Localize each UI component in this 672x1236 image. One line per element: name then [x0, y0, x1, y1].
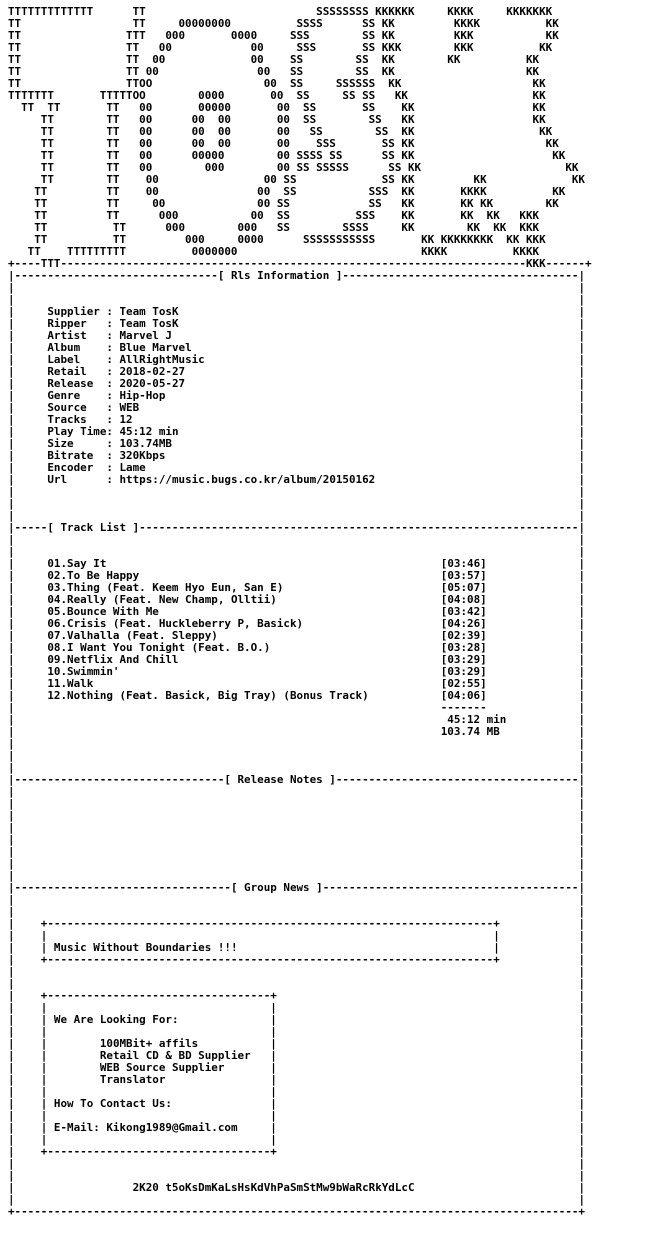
- release-info-label: Tracks: [47, 413, 107, 426]
- logo-art-line: TT TT 000 000 SS SSSS KK KK KK KKK: [8, 221, 540, 234]
- release-info-value: https://music.bugs.co.kr/album/20150162: [119, 473, 376, 486]
- release-info-value: Team TosK: [119, 305, 179, 318]
- release-info-label: Release: [47, 377, 107, 390]
- release-info-label: Source: [47, 401, 107, 414]
- logo-art-line: TT TT 00 00 SS SS KK KK: [8, 65, 540, 78]
- release-info-value: Hip-Hop: [119, 389, 166, 402]
- looking-for-item: Retail CD & BD Supplier: [99, 1049, 251, 1062]
- track-duration: [03:57]: [440, 569, 487, 582]
- logo-art-line: TT TT 00 00 SS SS KK KK KK: [8, 53, 540, 66]
- release-info-value: AllRightMusic: [119, 353, 205, 366]
- track-title: 11.Walk: [47, 677, 94, 690]
- track-duration: [04:08]: [440, 593, 487, 606]
- track-title: 03.Thing (Feat. Keem Hyo Eun, San E): [47, 581, 284, 594]
- release-info-label: Album: [47, 341, 107, 354]
- group-motto: Music Without Boundaries !!!: [53, 941, 238, 954]
- release-info-label: Size: [47, 437, 107, 450]
- release-info-label: Bitrate: [47, 449, 107, 462]
- track-duration: [04:06]: [440, 689, 487, 702]
- logo-art-line: TT TT 00 00 00 00 SSS SS KK KK: [8, 137, 559, 150]
- release-info-label: Ripper: [47, 317, 107, 330]
- track-duration: [05:07]: [440, 581, 487, 594]
- track-title: 08.I Want You Tonight (Feat. B.O.): [47, 641, 271, 654]
- logo-art-line: TT TTT 000 0000 SSS SS KK KKK KK: [8, 29, 559, 42]
- totals-divider: -------: [440, 701, 487, 714]
- track-duration: [03:29]: [440, 653, 487, 666]
- release-info-value: 2018-02-27: [119, 365, 186, 378]
- release-info-label: Encoder: [47, 461, 107, 474]
- track-duration: [02:39]: [440, 629, 487, 642]
- track-duration: [03:46]: [440, 557, 487, 570]
- nfo-document: TTTTTTTTTTTTT TT SSSSSSSS KKKKKK KKKK KKKKKKK TT TT 00000000 SSSS SS KK KKKK KK TT TTT 000 0000 SSS SS KK KKK KK TT TT 00 00 SSS SS KKK KKK KK TT TT 00 00 SS SS KK KK KK TT TT 00 00 SS SS KK KK TT TTOO 00 SS SSSSSS KK KK TTTTTTT TTTTTOO 0000 00 SS SS SS KK KK TT TT TT 00 00000 00 SS SS KK KK TT TT 00 00 00 00 SS SS KK KK TT TT 00 00 00 00 SS SS KK KK TT TT 00 00 00 00 SSS SS KK KK TT TT 00 00000 00 SSSS SS SS KK KK TT TT 00 000 00 SS SSSSS SS KK KK TT TT 00 00 SS SS KK KK KK TT TT 00 00 SS SSS KK KKKK KK TT TT 00 00 SS SS KK KK KK KK TT TT 000 00 SS SSS KK KK KK KKK TT TT 000 000 SS SSSS KK KK KK KKK TT TT 000 0000 SSSSSSSSSSS KK KKKKKKKK KK KKK TT TTTTTTTTT 0000000 KKKK KKKK +----TTT-----------------------------------------------------------------------KKK------+ |-------------------------------[ Rls Information ]------------------------------------| | | | | | Supplier : Team TosK | | Ripper : Team TosK | | Artist : Marvel J | | Album : Blue Marvel | | Label : AllRightMusic | | Retail : 2018-02-27 | | Release : 2020-05-27 | | Genre : Hip-Hop | | Source : WEB | | Tracks : 12 | | Play Time: 45:12 min | | Size : 103.74MB | | Bitrate : 320Kbps | | Encoder : Lame | | Url : https://music.bugs.co.kr/album/20150162 | | | | | | | |-----[ Track List ]-------------------------------------------------------------------| | | | | | 01.Say It [03:46] | | 02.To Be Happy [03:57] | | 03.Thing (Feat. Keem Hyo Eun, San E) [05:07] | | 04.Really (Feat. New Champ, Olltii) [04:08] | | 05.Bounce With Me [03:42] | | 06.Crisis (Feat. Huckleberry P, Basick) [04:26] | | 07.Valhalla (Feat. Sleppy) [02:39] | | 08.I Want You Tonight (Feat. B.O.) [03:28] | | 09.Netflix And Chill [03:29] | | 10.Swimmin' [03:29] | | 11.Walk [02:55] | | 12.Nothing (Feat. Basick, Big Tray) (Bonus Track) [04:06] | | ------- | | 45:12 min | | 103.74 MB | | | | | | | |--------------------------------[ Release Notes ]-------------------------------------| | | | | | | | | | | | | | | | | |---------------------------------[ Group News ]---------------------------------------| | | | | | +--------------------------------------------------------------------+ | | | | | | | Music Without Boundaries !!! | | | +--------------------------------------------------------------------+ | | | | | | +----------------------------------+ | | | | | | | We Are Looking For: | | | | | | | | 100MBit+ affils | | | | Retail CD & BD Supplier | | | | WEB Source Supplier | | | | Translator | | | | | | | | How To Contact Us: | | | | | | | | E-Mail: Kikong1989@Gmail.com | | | | | | | +----------------------------------+ | | | | | | 2K20 t5oKsDmKaLsHsKdVhPaSmStMw9bWaRcRkYdLcC | | | +--------------------------------------------------------------------------------------+: [8, 5, 592, 1218]
- footer-signature: 2K20 t5oKsDmKaLsHsKdVhPaSmStMw9bWaRcRkYdLcC: [132, 1181, 415, 1194]
- logo-art-line: TT TT TT 00 00000 00 SS SS KK KK: [8, 101, 546, 114]
- track-duration: [02:55]: [440, 677, 487, 690]
- track-title: 10.Swimmin': [47, 665, 120, 678]
- looking-for-item: WEB Source Supplier: [99, 1061, 225, 1074]
- logo-art-line: TT TT 00 00 SSS SS KKK KKK KK: [8, 41, 553, 54]
- total-size: 103.74 MB: [440, 725, 500, 738]
- release-info-value: 2020-05-27: [119, 377, 186, 390]
- track-title: 04.Really (Feat. New Champ, Olltii): [47, 593, 277, 606]
- release-info-label: Genre: [47, 389, 107, 402]
- logo-art-line: TT TT 00000000 SSSS SS KK KKKK KK: [8, 17, 559, 30]
- logo-art-line: TT TT 000 00 SS SSS KK KK KK KKK: [8, 209, 540, 222]
- release-info-label: Url: [47, 473, 107, 486]
- logo-art-line: TT TT 00 00 SS SS KK KK KK: [8, 173, 585, 186]
- contact-email: E-Mail: Kikong1989@Gmail.com: [53, 1121, 238, 1134]
- section-track-list: [ Track List ]: [47, 521, 140, 534]
- looking-for-item: 100MBit+ affils: [99, 1037, 199, 1050]
- release-info-label: Artist: [47, 329, 107, 342]
- logo-art-line: TT TTTTTTTTT 0000000 KKKK KKKK: [8, 245, 540, 258]
- release-info-value: Lame: [119, 461, 146, 474]
- logo-art-line: TT TT 00 00000 00 SSSS SS SS KK KK: [8, 149, 566, 162]
- track-title: 06.Crisis (Feat. Huckleberry P, Basick): [47, 617, 304, 630]
- release-info-value: 103.74MB: [119, 437, 172, 450]
- logo-art-line: TT TT 000 0000 SSSSSSSSSSS KK KKKKKKKK KK KKK: [8, 233, 546, 246]
- track-title: 07.Valhalla (Feat. Sleppy): [47, 629, 218, 642]
- section-group-news: [ Group News ]: [230, 881, 323, 894]
- release-info-label: Retail: [47, 365, 107, 378]
- logo-art-line: TT TT 00 00 SS SS KK KK KK KK: [8, 197, 559, 210]
- release-info-label: Label: [47, 353, 107, 366]
- release-info-label: Supplier: [47, 305, 107, 318]
- logo-art-line: TTTTTTTTTTTTT TT SSSSSSSS KKKKKK KKKK KKKKKKK: [8, 5, 553, 18]
- logo-art-line: TT TT 00 00 00 00 SS SS KK KK: [8, 125, 553, 138]
- logo-art-line: TT TT 00 000 00 SS SSSSS SS KK KK: [8, 161, 579, 174]
- section-rls-information: [ Rls Information ]: [217, 269, 343, 282]
- looking-for-item: Translator: [99, 1073, 166, 1086]
- track-duration: [04:26]: [440, 617, 487, 630]
- section-release-notes: [ Release Notes ]: [224, 773, 336, 786]
- release-info-value: Marvel J: [119, 329, 172, 342]
- track-duration: [03:28]: [440, 641, 487, 654]
- logo-art-line: TT TT 00 00 SS SSS KK KKKK KK: [8, 185, 566, 198]
- release-info-label: Play Time: [47, 425, 107, 438]
- contact-title: How To Contact Us:: [53, 1097, 172, 1110]
- release-info-value: Team TosK: [119, 317, 179, 330]
- release-info-value: WEB: [119, 401, 140, 414]
- release-info-value: 45:12 min: [119, 425, 179, 438]
- release-info-value: Blue Marvel: [119, 341, 192, 354]
- release-info-value: 320Kbps: [119, 449, 166, 462]
- total-play-time: 45:12 min: [440, 713, 507, 726]
- track-title: 12.Nothing (Feat. Basick, Big Tray) (Bonus Track): [47, 689, 369, 702]
- track-title: 09.Netflix And Chill: [47, 653, 179, 666]
- track-duration: [03:42]: [440, 605, 487, 618]
- logo-art-line: +----TTT-----------------------------------------------------------------------KKK------+: [8, 257, 592, 270]
- looking-for-title: We Are Looking For:: [53, 1013, 179, 1026]
- logo-art-line: TT TT 00 00 00 00 SS SS KK KK: [8, 113, 546, 126]
- release-info-value: 12: [119, 413, 133, 426]
- logo-art-line: TTTTTTT TTTTTOO 0000 00 SS SS SS KK KK: [8, 89, 546, 102]
- logo-art-line: TT TTOO 00 SS SSSSSS KK KK: [8, 77, 546, 90]
- track-duration: [03:29]: [440, 665, 487, 678]
- track-title: 01.Say It: [47, 557, 107, 570]
- track-title: 05.Bounce With Me: [47, 605, 159, 618]
- track-title: 02.To Be Happy: [47, 569, 140, 582]
